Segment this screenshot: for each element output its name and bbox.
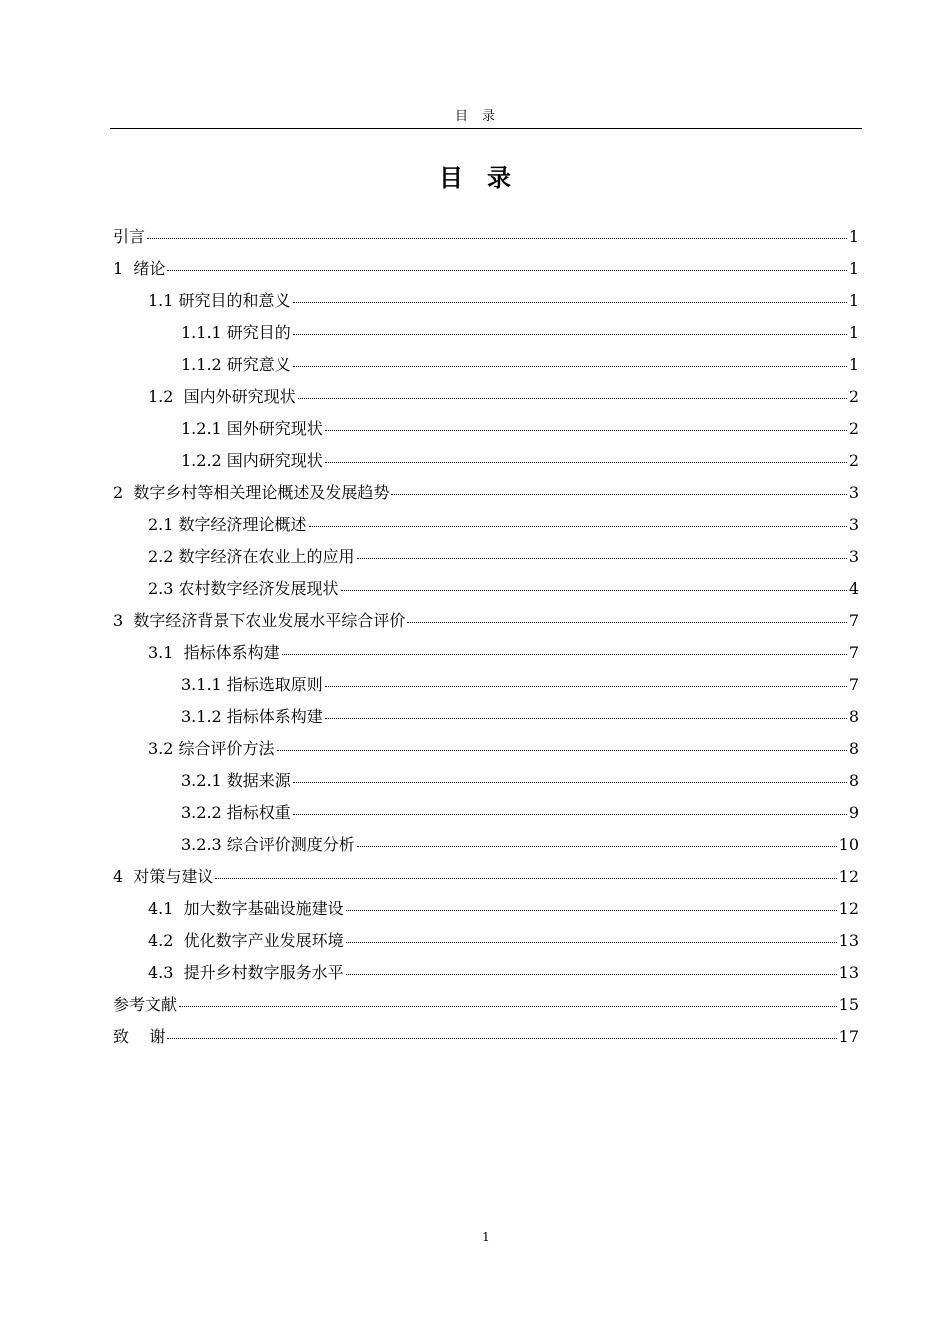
toc-entry[interactable] <box>113 285 859 317</box>
toc-entry-label: 1 绪论 <box>113 259 166 278</box>
toc-entry-label: 3.1.1 指标选取原则 <box>181 675 323 694</box>
toc-entry-page: 8 <box>848 771 859 790</box>
toc-dot-leader <box>325 462 847 463</box>
toc-entry[interactable] <box>113 797 859 829</box>
toc-dot-leader <box>167 270 846 271</box>
toc-entry-page: 13 <box>838 963 859 982</box>
toc-entry[interactable] <box>113 637 859 669</box>
toc-entry[interactable] <box>113 861 859 893</box>
toc-dot-leader <box>293 814 847 815</box>
toc-entry-page: 12 <box>838 867 859 886</box>
toc-entry-label: 3.2.2 指标权重 <box>181 803 291 822</box>
toc-dot-leader <box>215 878 836 879</box>
toc-entry[interactable] <box>113 445 859 477</box>
toc-entry-page: 3 <box>848 515 859 534</box>
toc-dot-leader <box>277 750 847 751</box>
toc-entry-label: 4.2 优化数字产业发展环境 <box>148 931 344 950</box>
toc-entry-label: 参考文献 <box>113 995 178 1014</box>
toc-entry-label: 1.1.2 研究意义 <box>181 355 291 374</box>
toc-entry-label: 4.3 提升乡村数字服务水平 <box>148 963 344 982</box>
toc-dot-leader <box>346 910 837 911</box>
toc-entry-page: 8 <box>848 739 859 758</box>
toc-entry-label: 3.2.3 综合评价测度分析 <box>181 835 355 854</box>
toc-dot-leader <box>346 974 837 975</box>
toc-entry-label: 2.1 数字经济理论概述 <box>148 515 307 534</box>
toc-entry-page: 7 <box>848 643 859 662</box>
toc-entry-page: 2 <box>848 387 859 406</box>
toc-entry[interactable] <box>113 733 859 765</box>
toc-entry[interactable] <box>113 509 859 541</box>
toc-entry-label: 致 谢 <box>113 1027 166 1046</box>
toc-entry[interactable] <box>113 253 859 285</box>
toc-dot-leader <box>293 366 847 367</box>
toc-dot-leader <box>325 430 847 431</box>
toc-entry-label: 3.1.2 指标体系构建 <box>181 707 323 726</box>
toc-entry-page: 7 <box>848 675 859 694</box>
toc-entry-page: 3 <box>848 547 859 566</box>
toc-entry-page: 2 <box>848 451 859 470</box>
toc-entry-label: 1.2.2 国内研究现状 <box>181 451 323 470</box>
toc-entry-label: 4 对策与建议 <box>113 867 214 886</box>
toc-dot-leader <box>357 846 837 847</box>
toc-entry-page: 9 <box>848 803 859 822</box>
toc-entry[interactable] <box>113 893 859 925</box>
toc-entry[interactable] <box>113 413 859 445</box>
toc-entry-label: 1.1.1 研究目的 <box>181 323 291 342</box>
toc-entry-page: 8 <box>848 707 859 726</box>
toc-entry[interactable] <box>113 1021 859 1053</box>
toc-dot-leader <box>407 622 846 623</box>
toc-entry-label: 3.1 指标体系构建 <box>148 643 280 662</box>
toc-entry-page: 12 <box>838 899 859 918</box>
toc-entry-page: 1 <box>848 227 859 246</box>
toc-dot-leader <box>282 654 847 655</box>
toc-entry-label: 引言 <box>113 227 146 246</box>
toc-dot-leader <box>341 590 847 591</box>
toc-entry-page: 2 <box>848 419 859 438</box>
toc-entry-label: 1.1 研究目的和意义 <box>148 291 291 310</box>
toc-dot-leader <box>167 1038 836 1039</box>
header-rule <box>110 128 862 129</box>
toc-title: 目录 <box>439 164 535 192</box>
toc-entry[interactable] <box>113 477 859 509</box>
toc-entry[interactable] <box>113 541 859 573</box>
toc-dot-leader <box>309 526 847 527</box>
toc-dot-leader <box>325 686 847 687</box>
toc-dot-leader <box>298 398 847 399</box>
toc-entry-label: 2 数字乡村等相关理论概述及发展趋势 <box>113 483 390 502</box>
toc-dot-leader <box>325 718 847 719</box>
toc-entry-label: 2.3 农村数字经济发展现状 <box>148 579 339 598</box>
toc-dot-leader <box>293 302 847 303</box>
toc-entry[interactable] <box>113 829 859 861</box>
toc-entry-page: 1 <box>848 291 859 310</box>
toc-entry[interactable] <box>113 349 859 381</box>
toc-dot-leader <box>391 494 846 495</box>
toc-entry[interactable] <box>113 317 859 349</box>
toc-entry-page: 15 <box>838 995 859 1014</box>
toc-entry-label: 2.2 数字经济在农业上的应用 <box>148 547 355 566</box>
toc-dot-leader <box>293 782 847 783</box>
running-header: 目录 <box>454 109 509 124</box>
toc-entry[interactable] <box>113 765 859 797</box>
toc-entry-page: 7 <box>848 611 859 630</box>
toc-entry[interactable] <box>113 957 859 989</box>
toc-entry[interactable] <box>113 669 859 701</box>
page-number: 1 <box>482 1230 490 1244</box>
toc-entry-label: 3.2 综合评价方法 <box>148 739 275 758</box>
toc-entry[interactable] <box>113 989 859 1021</box>
toc-entry-label: 3 数字经济背景下农业发展水平综合评价 <box>113 611 406 630</box>
toc-entry-label: 4.1 加大数字基础设施建设 <box>148 899 344 918</box>
toc-entry-page: 3 <box>848 483 859 502</box>
toc-entry[interactable] <box>113 605 859 637</box>
toc-entry-label: 1.2.1 国外研究现状 <box>181 419 323 438</box>
toc-entry[interactable] <box>113 925 859 957</box>
toc-entry-page: 1 <box>848 355 859 374</box>
toc-entry-label: 1.2 国内外研究现状 <box>148 387 296 406</box>
toc-entry-page: 10 <box>838 835 859 854</box>
toc-entry[interactable] <box>113 701 859 733</box>
toc-dot-leader <box>346 942 837 943</box>
toc-dot-leader <box>147 238 847 239</box>
toc-entry-label: 3.2.1 数据来源 <box>181 771 291 790</box>
toc-entry-page: 1 <box>848 323 859 342</box>
toc-entry[interactable] <box>113 573 859 605</box>
toc-entry-page: 4 <box>848 579 859 598</box>
toc-entry[interactable] <box>113 381 859 413</box>
toc-list <box>113 221 859 1053</box>
toc-dot-leader <box>293 334 847 335</box>
toc-entry-page: 17 <box>838 1027 859 1046</box>
toc-entry-page: 13 <box>838 931 859 950</box>
toc-entry-page: 1 <box>848 259 859 278</box>
toc-dot-leader <box>179 1006 837 1007</box>
toc-entry[interactable] <box>113 221 859 253</box>
toc-dot-leader <box>357 558 847 559</box>
